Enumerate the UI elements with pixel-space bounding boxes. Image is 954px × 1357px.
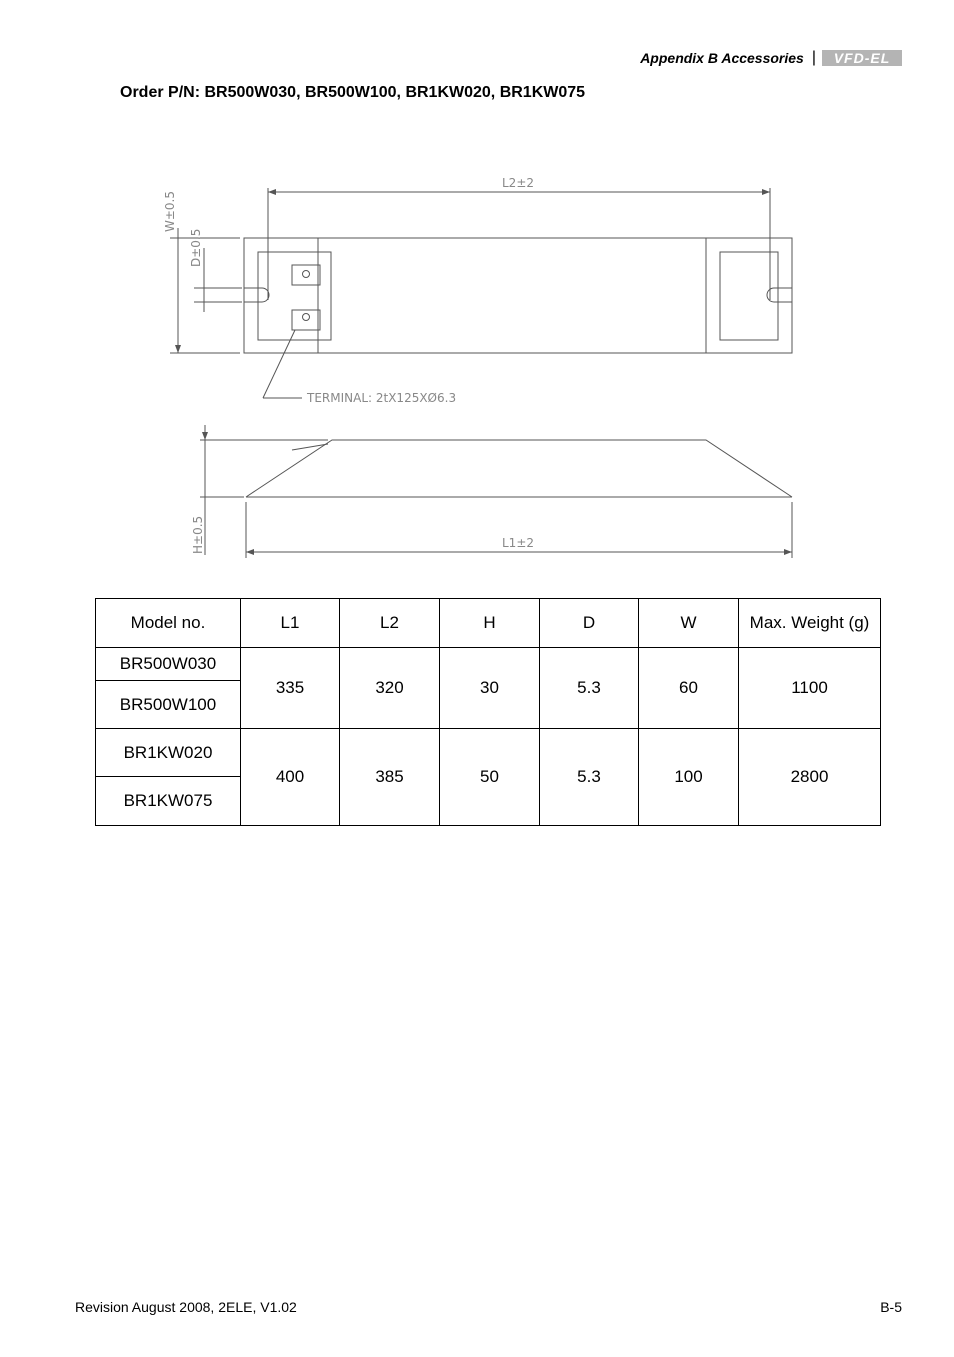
resistor-top-body (244, 238, 792, 353)
l1-cell: 335 (241, 648, 340, 729)
dimension-drawing (150, 170, 810, 570)
right-inner-block (720, 252, 778, 340)
page-header (640, 49, 902, 67)
spec-table (95, 598, 881, 826)
table-header-cell: L1 (241, 599, 340, 648)
w-cell: 60 (639, 648, 739, 729)
h-cell: 50 (440, 729, 540, 826)
model-cell: BR500W100 (96, 681, 241, 729)
d-cell: 5.3 (540, 648, 639, 729)
order-title: Order P/N: BR500W030, BR500W100, BR1KW020, BR1KW075 (120, 84, 586, 101)
table-header-cell: H (440, 599, 540, 648)
d-cell: 5.3 (540, 729, 639, 826)
table-row (96, 648, 881, 681)
h-cell: 30 (440, 648, 540, 729)
terminal-label: TERMINAL: 2tX125XØ6.3 (307, 391, 457, 405)
terminal-1 (292, 265, 320, 285)
section-title: Appendix B Accessories (640, 50, 804, 66)
table-header-cell: Model no. (96, 599, 241, 648)
right-end-block (706, 238, 792, 353)
table-header-cell: Max. Weight (g) (739, 599, 881, 648)
l2-cell: 320 (340, 648, 440, 729)
revision-note: Revision August 2008, 2ELE, V1.02 (75, 1299, 297, 1315)
dim-label-l1: L1±2 (502, 536, 535, 550)
table-header-cell: W (639, 599, 739, 648)
vfd-el-logo: VFD-EL (822, 50, 902, 66)
weight-cell: 1100 (739, 648, 881, 729)
terminal-hole-icon (303, 271, 310, 278)
table-header-cell: L2 (340, 599, 440, 648)
l2-cell: 385 (340, 729, 440, 826)
table-header-row (96, 599, 881, 648)
table-header-cell: D (540, 599, 639, 648)
model-cell: BR1KW020 (96, 729, 241, 777)
model-cell: BR500W030 (96, 648, 241, 681)
model-cell: BR1KW075 (96, 777, 241, 826)
dim-label-h: H±0.5 (191, 515, 205, 554)
left-mounting-slot (244, 288, 269, 302)
w-cell: 100 (639, 729, 739, 826)
dim-label-l2: L2±2 (502, 176, 535, 190)
page-number: B-5 (880, 1299, 902, 1315)
terminal-hole-icon (303, 314, 310, 321)
right-mounting-slot (767, 288, 792, 302)
dim-label-w: W±0.5 (163, 190, 177, 232)
l1-cell: 400 (241, 729, 340, 826)
weight-cell: 2800 (739, 729, 881, 826)
header-separator: | (811, 49, 816, 66)
resistor-side-profile (246, 440, 792, 497)
table-row (96, 729, 881, 777)
dim-label-d: D±0.5 (189, 228, 203, 267)
